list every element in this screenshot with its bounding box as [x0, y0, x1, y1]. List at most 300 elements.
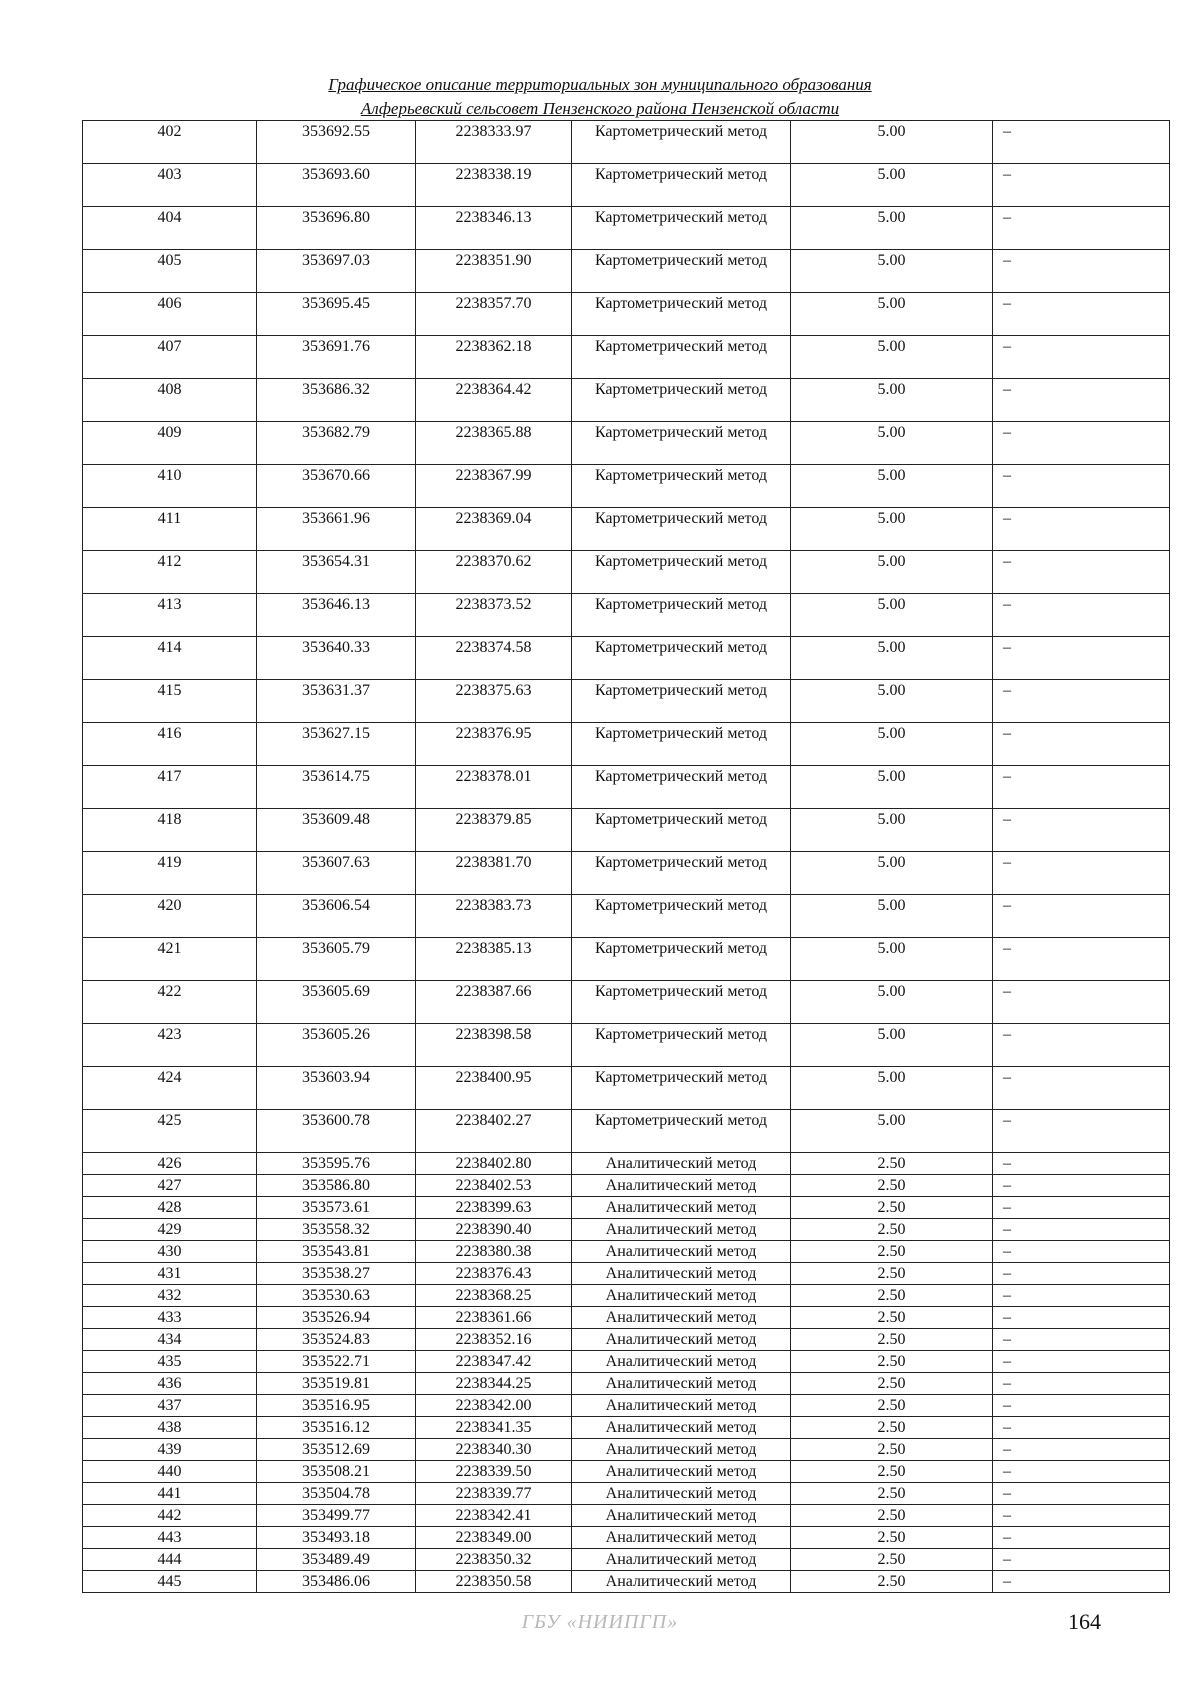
y-coordinate-cell: 2238361.66: [416, 1307, 572, 1329]
point-number-cell: 411: [83, 508, 257, 551]
method-cell: Картометрический метод: [572, 336, 791, 379]
description-cell: –: [993, 1219, 1170, 1241]
method-cell: Картометрический метод: [572, 1110, 791, 1153]
point-number-cell: 435: [83, 1351, 257, 1373]
accuracy-cell: 2.50: [791, 1175, 993, 1197]
table-row: [83, 1067, 1170, 1110]
y-coordinate-cell: 2238339.50: [416, 1461, 572, 1483]
method-cell: Аналитический метод: [572, 1219, 791, 1241]
y-coordinate-cell: 2238350.58: [416, 1571, 572, 1593]
accuracy-cell: 2.50: [791, 1263, 993, 1285]
description-cell: –: [993, 164, 1170, 207]
table-row: [83, 852, 1170, 895]
y-coordinate-cell: 2238340.30: [416, 1439, 572, 1461]
x-coordinate-cell: 353489.49: [257, 1549, 416, 1571]
description-cell: –: [993, 1263, 1170, 1285]
table-row: [83, 938, 1170, 981]
description-cell: –: [993, 207, 1170, 250]
table-row: [83, 594, 1170, 637]
accuracy-cell: 5.00: [791, 637, 993, 680]
point-number-cell: 405: [83, 250, 257, 293]
description-cell: –: [993, 293, 1170, 336]
table-row: [83, 723, 1170, 766]
y-coordinate-cell: 2238338.19: [416, 164, 572, 207]
accuracy-cell: 5.00: [791, 422, 993, 465]
y-coordinate-cell: 2238349.00: [416, 1527, 572, 1549]
y-coordinate-cell: 2238350.32: [416, 1549, 572, 1571]
point-number-cell: 433: [83, 1307, 257, 1329]
x-coordinate-cell: 353614.75: [257, 766, 416, 809]
accuracy-cell: 5.00: [791, 379, 993, 422]
table-row: [83, 1483, 1170, 1505]
y-coordinate-cell: 2238399.63: [416, 1197, 572, 1219]
x-coordinate-cell: 353605.69: [257, 981, 416, 1024]
accuracy-cell: 2.50: [791, 1417, 993, 1439]
method-cell: Картометрический метод: [572, 1067, 791, 1110]
table-row: [83, 680, 1170, 723]
method-cell: Картометрический метод: [572, 1024, 791, 1067]
table-row: [83, 766, 1170, 809]
table-row: [83, 336, 1170, 379]
point-number-cell: 437: [83, 1395, 257, 1417]
point-number-cell: 406: [83, 293, 257, 336]
accuracy-cell: 2.50: [791, 1527, 993, 1549]
y-coordinate-cell: 2238342.41: [416, 1505, 572, 1527]
point-number-cell: 426: [83, 1153, 257, 1175]
page-number: 164: [1068, 1609, 1101, 1634]
description-cell: –: [993, 1527, 1170, 1549]
y-coordinate-cell: 2238342.00: [416, 1395, 572, 1417]
description-cell: –: [993, 1285, 1170, 1307]
accuracy-cell: 5.00: [791, 981, 993, 1024]
method-cell: Аналитический метод: [572, 1549, 791, 1571]
point-number-cell: 423: [83, 1024, 257, 1067]
description-cell: –: [993, 1307, 1170, 1329]
y-coordinate-cell: 2238374.58: [416, 637, 572, 680]
description-cell: –: [993, 1110, 1170, 1153]
table-row: [83, 981, 1170, 1024]
point-number-cell: 420: [83, 895, 257, 938]
description-cell: –: [993, 1373, 1170, 1395]
method-cell: Картометрический метод: [572, 594, 791, 637]
description-cell: –: [993, 1395, 1170, 1417]
method-cell: Картометрический метод: [572, 852, 791, 895]
y-coordinate-cell: 2238368.25: [416, 1285, 572, 1307]
x-coordinate-cell: 353695.45: [257, 293, 416, 336]
table-row: [83, 1351, 1170, 1373]
table-row: [83, 895, 1170, 938]
y-coordinate-cell: 2238402.53: [416, 1175, 572, 1197]
description-cell: –: [993, 1241, 1170, 1263]
accuracy-cell: 2.50: [791, 1241, 993, 1263]
table-row: [83, 1373, 1170, 1395]
method-cell: Аналитический метод: [572, 1153, 791, 1175]
method-cell: Картометрический метод: [572, 895, 791, 938]
point-number-cell: 425: [83, 1110, 257, 1153]
description-cell: –: [993, 723, 1170, 766]
point-number-cell: 432: [83, 1285, 257, 1307]
accuracy-cell: 2.50: [791, 1285, 993, 1307]
point-number-cell: 429: [83, 1219, 257, 1241]
y-coordinate-cell: 2238398.58: [416, 1024, 572, 1067]
accuracy-cell: 2.50: [791, 1549, 993, 1571]
description-cell: –: [993, 1351, 1170, 1373]
x-coordinate-cell: 353605.26: [257, 1024, 416, 1067]
point-number-cell: 422: [83, 981, 257, 1024]
accuracy-cell: 5.00: [791, 1110, 993, 1153]
accuracy-cell: 2.50: [791, 1395, 993, 1417]
table-row: [83, 1197, 1170, 1219]
x-coordinate-cell: 353486.06: [257, 1571, 416, 1593]
accuracy-cell: 2.50: [791, 1153, 993, 1175]
method-cell: Картометрический метод: [572, 422, 791, 465]
x-coordinate-cell: 353558.32: [257, 1219, 416, 1241]
method-cell: Картометрический метод: [572, 465, 791, 508]
method-cell: Аналитический метод: [572, 1263, 791, 1285]
accuracy-cell: 2.50: [791, 1351, 993, 1373]
method-cell: Аналитический метод: [572, 1329, 791, 1351]
method-cell: Картометрический метод: [572, 680, 791, 723]
description-cell: –: [993, 1571, 1170, 1593]
accuracy-cell: 5.00: [791, 1024, 993, 1067]
method-cell: Аналитический метод: [572, 1351, 791, 1373]
y-coordinate-cell: 2238387.66: [416, 981, 572, 1024]
point-number-cell: 414: [83, 637, 257, 680]
method-cell: Аналитический метод: [572, 1527, 791, 1549]
accuracy-cell: 2.50: [791, 1505, 993, 1527]
accuracy-cell: 5.00: [791, 766, 993, 809]
table-row: [83, 1439, 1170, 1461]
accuracy-cell: 2.50: [791, 1197, 993, 1219]
y-coordinate-cell: 2238346.13: [416, 207, 572, 250]
description-cell: –: [993, 1067, 1170, 1110]
point-number-cell: 443: [83, 1527, 257, 1549]
accuracy-cell: 5.00: [791, 938, 993, 981]
y-coordinate-cell: 2238370.62: [416, 551, 572, 594]
method-cell: Аналитический метод: [572, 1285, 791, 1307]
y-coordinate-cell: 2238375.63: [416, 680, 572, 723]
accuracy-cell: 5.00: [791, 465, 993, 508]
method-cell: Аналитический метод: [572, 1197, 791, 1219]
accuracy-cell: 5.00: [791, 1067, 993, 1110]
table-row: [83, 1285, 1170, 1307]
x-coordinate-cell: 353697.03: [257, 250, 416, 293]
table-row: [83, 207, 1170, 250]
table-row: [83, 809, 1170, 852]
point-number-cell: 428: [83, 1197, 257, 1219]
point-number-cell: 421: [83, 938, 257, 981]
accuracy-cell: 5.00: [791, 121, 993, 164]
table-row: [83, 1153, 1170, 1175]
y-coordinate-cell: 2238367.99: [416, 465, 572, 508]
y-coordinate-cell: 2238344.25: [416, 1373, 572, 1395]
y-coordinate-cell: 2238390.40: [416, 1219, 572, 1241]
accuracy-cell: 5.00: [791, 164, 993, 207]
y-coordinate-cell: 2238373.52: [416, 594, 572, 637]
point-number-cell: 431: [83, 1263, 257, 1285]
description-cell: –: [993, 1153, 1170, 1175]
point-number-cell: 409: [83, 422, 257, 465]
point-number-cell: 439: [83, 1439, 257, 1461]
x-coordinate-cell: 353493.18: [257, 1527, 416, 1549]
accuracy-cell: 5.00: [791, 680, 993, 723]
accuracy-cell: 5.00: [791, 250, 993, 293]
x-coordinate-cell: 353661.96: [257, 508, 416, 551]
x-coordinate-cell: 353543.81: [257, 1241, 416, 1263]
x-coordinate-cell: 353508.21: [257, 1461, 416, 1483]
method-cell: Аналитический метод: [572, 1307, 791, 1329]
method-cell: Картометрический метод: [572, 379, 791, 422]
accuracy-cell: 5.00: [791, 207, 993, 250]
description-cell: –: [993, 938, 1170, 981]
description-cell: –: [993, 1175, 1170, 1197]
x-coordinate-cell: 353692.55: [257, 121, 416, 164]
x-coordinate-cell: 353640.33: [257, 637, 416, 680]
table-row: [83, 465, 1170, 508]
accuracy-cell: 2.50: [791, 1307, 993, 1329]
point-number-cell: 416: [83, 723, 257, 766]
point-number-cell: 440: [83, 1461, 257, 1483]
y-coordinate-cell: 2238365.88: [416, 422, 572, 465]
document-title-line-2: Алферьевский сельсовет Пензенского района Пензенской области: [360, 99, 840, 118]
accuracy-cell: 2.50: [791, 1219, 993, 1241]
accuracy-cell: 5.00: [791, 508, 993, 551]
accuracy-cell: 5.00: [791, 336, 993, 379]
x-coordinate-cell: 353606.54: [257, 895, 416, 938]
x-coordinate-cell: 353516.95: [257, 1395, 416, 1417]
x-coordinate-cell: 353670.66: [257, 465, 416, 508]
accuracy-cell: 5.00: [791, 809, 993, 852]
point-number-cell: 418: [83, 809, 257, 852]
table-row: [83, 508, 1170, 551]
y-coordinate-cell: 2238369.04: [416, 508, 572, 551]
method-cell: Картометрический метод: [572, 723, 791, 766]
table-row: [83, 1395, 1170, 1417]
point-number-cell: 412: [83, 551, 257, 594]
y-coordinate-cell: 2238400.95: [416, 1067, 572, 1110]
table-row: [83, 1461, 1170, 1483]
method-cell: Картометрический метод: [572, 938, 791, 981]
description-cell: –: [993, 1197, 1170, 1219]
point-number-cell: 413: [83, 594, 257, 637]
description-cell: –: [993, 1439, 1170, 1461]
description-cell: –: [993, 637, 1170, 680]
x-coordinate-cell: 353627.15: [257, 723, 416, 766]
table-row: [83, 1110, 1170, 1153]
table-row: [83, 1175, 1170, 1197]
accuracy-cell: 5.00: [791, 723, 993, 766]
document-title-line-1: Графическое описание территориальных зон муниципального образования: [328, 75, 872, 94]
description-cell: –: [993, 1417, 1170, 1439]
method-cell: Аналитический метод: [572, 1461, 791, 1483]
table-row: [83, 1329, 1170, 1351]
method-cell: Картометрический метод: [572, 809, 791, 852]
point-number-cell: 415: [83, 680, 257, 723]
x-coordinate-cell: 353530.63: [257, 1285, 416, 1307]
description-cell: –: [993, 852, 1170, 895]
x-coordinate-cell: 353631.37: [257, 680, 416, 723]
table-row: [83, 637, 1170, 680]
table-row: [83, 1307, 1170, 1329]
method-cell: Картометрический метод: [572, 766, 791, 809]
x-coordinate-cell: 353686.32: [257, 379, 416, 422]
table-row: [83, 164, 1170, 207]
description-cell: –: [993, 981, 1170, 1024]
description-cell: –: [993, 1461, 1170, 1483]
x-coordinate-cell: 353646.13: [257, 594, 416, 637]
point-number-cell: 419: [83, 852, 257, 895]
description-cell: –: [993, 551, 1170, 594]
accuracy-cell: 2.50: [791, 1571, 993, 1593]
y-coordinate-cell: 2238357.70: [416, 293, 572, 336]
y-coordinate-cell: 2238333.97: [416, 121, 572, 164]
y-coordinate-cell: 2238381.70: [416, 852, 572, 895]
description-cell: –: [993, 1024, 1170, 1067]
point-number-cell: 417: [83, 766, 257, 809]
x-coordinate-cell: 353504.78: [257, 1483, 416, 1505]
accuracy-cell: 2.50: [791, 1439, 993, 1461]
table-row: [83, 1241, 1170, 1263]
accuracy-cell: 5.00: [791, 293, 993, 336]
table-row: [83, 250, 1170, 293]
x-coordinate-cell: 353682.79: [257, 422, 416, 465]
point-number-cell: 430: [83, 1241, 257, 1263]
y-coordinate-cell: 2238376.95: [416, 723, 572, 766]
method-cell: Картометрический метод: [572, 293, 791, 336]
description-cell: –: [993, 250, 1170, 293]
point-number-cell: 441: [83, 1483, 257, 1505]
accuracy-cell: 5.00: [791, 594, 993, 637]
description-cell: –: [993, 1483, 1170, 1505]
description-cell: –: [993, 895, 1170, 938]
description-cell: –: [993, 508, 1170, 551]
x-coordinate-cell: 353696.80: [257, 207, 416, 250]
method-cell: Картометрический метод: [572, 207, 791, 250]
accuracy-cell: 5.00: [791, 551, 993, 594]
x-coordinate-cell: 353603.94: [257, 1067, 416, 1110]
accuracy-cell: 2.50: [791, 1483, 993, 1505]
y-coordinate-cell: 2238362.18: [416, 336, 572, 379]
method-cell: Аналитический метод: [572, 1505, 791, 1527]
description-cell: –: [993, 809, 1170, 852]
description-cell: –: [993, 379, 1170, 422]
x-coordinate-cell: 353524.83: [257, 1329, 416, 1351]
method-cell: Аналитический метод: [572, 1483, 791, 1505]
point-number-cell: 424: [83, 1067, 257, 1110]
table-row: [83, 1505, 1170, 1527]
x-coordinate-cell: 353516.12: [257, 1417, 416, 1439]
coordinates-table: [82, 120, 1170, 1593]
method-cell: Аналитический метод: [572, 1175, 791, 1197]
accuracy-cell: 5.00: [791, 895, 993, 938]
table-row: [83, 1219, 1170, 1241]
method-cell: Картометрический метод: [572, 508, 791, 551]
table-row: [83, 121, 1170, 164]
point-number-cell: 434: [83, 1329, 257, 1351]
x-coordinate-cell: 353522.71: [257, 1351, 416, 1373]
point-number-cell: 442: [83, 1505, 257, 1527]
point-number-cell: 402: [83, 121, 257, 164]
y-coordinate-cell: 2238341.35: [416, 1417, 572, 1439]
description-cell: –: [993, 465, 1170, 508]
table-row: [83, 422, 1170, 465]
method-cell: Картометрический метод: [572, 250, 791, 293]
accuracy-cell: 2.50: [791, 1461, 993, 1483]
description-cell: –: [993, 121, 1170, 164]
description-cell: –: [993, 422, 1170, 465]
y-coordinate-cell: 2238378.01: [416, 766, 572, 809]
x-coordinate-cell: 353526.94: [257, 1307, 416, 1329]
point-number-cell: 407: [83, 336, 257, 379]
method-cell: Картометрический метод: [572, 981, 791, 1024]
method-cell: Аналитический метод: [572, 1571, 791, 1593]
x-coordinate-cell: 353512.69: [257, 1439, 416, 1461]
coordinates-table-body: [83, 121, 1170, 1593]
y-coordinate-cell: 2238380.38: [416, 1241, 572, 1263]
y-coordinate-cell: 2238379.85: [416, 809, 572, 852]
accuracy-cell: 2.50: [791, 1373, 993, 1395]
table-row: [83, 1024, 1170, 1067]
method-cell: Аналитический метод: [572, 1241, 791, 1263]
table-row: [83, 1549, 1170, 1571]
description-cell: –: [993, 1329, 1170, 1351]
table-row: [83, 1571, 1170, 1593]
point-number-cell: 438: [83, 1417, 257, 1439]
x-coordinate-cell: 353691.76: [257, 336, 416, 379]
table-row: [83, 1527, 1170, 1549]
y-coordinate-cell: 2238402.27: [416, 1110, 572, 1153]
table-row: [83, 293, 1170, 336]
table-row: [83, 379, 1170, 422]
x-coordinate-cell: 353693.60: [257, 164, 416, 207]
table-row: [83, 1417, 1170, 1439]
y-coordinate-cell: 2238364.42: [416, 379, 572, 422]
y-coordinate-cell: 2238385.13: [416, 938, 572, 981]
method-cell: Аналитический метод: [572, 1417, 791, 1439]
method-cell: Аналитический метод: [572, 1439, 791, 1461]
point-number-cell: 444: [83, 1549, 257, 1571]
x-coordinate-cell: 353607.63: [257, 852, 416, 895]
footer-organization: ГБУ «НИИПГП»: [521, 1611, 679, 1633]
x-coordinate-cell: 353654.31: [257, 551, 416, 594]
y-coordinate-cell: 2238339.77: [416, 1483, 572, 1505]
point-number-cell: 408: [83, 379, 257, 422]
x-coordinate-cell: 353600.78: [257, 1110, 416, 1153]
y-coordinate-cell: 2238352.16: [416, 1329, 572, 1351]
point-number-cell: 445: [83, 1571, 257, 1593]
description-cell: –: [993, 766, 1170, 809]
table-row: [83, 1263, 1170, 1285]
method-cell: Картометрический метод: [572, 164, 791, 207]
point-number-cell: 427: [83, 1175, 257, 1197]
accuracy-cell: 5.00: [791, 852, 993, 895]
description-cell: –: [993, 1549, 1170, 1571]
point-number-cell: 404: [83, 207, 257, 250]
description-cell: –: [993, 680, 1170, 723]
y-coordinate-cell: 2238383.73: [416, 895, 572, 938]
x-coordinate-cell: 353609.48: [257, 809, 416, 852]
y-coordinate-cell: 2238347.42: [416, 1351, 572, 1373]
x-coordinate-cell: 353538.27: [257, 1263, 416, 1285]
method-cell: Картометрический метод: [572, 121, 791, 164]
y-coordinate-cell: 2238402.80: [416, 1153, 572, 1175]
table-row: [83, 551, 1170, 594]
point-number-cell: 436: [83, 1373, 257, 1395]
y-coordinate-cell: 2238376.43: [416, 1263, 572, 1285]
method-cell: Картометрический метод: [572, 637, 791, 680]
method-cell: Аналитический метод: [572, 1373, 791, 1395]
x-coordinate-cell: 353573.61: [257, 1197, 416, 1219]
